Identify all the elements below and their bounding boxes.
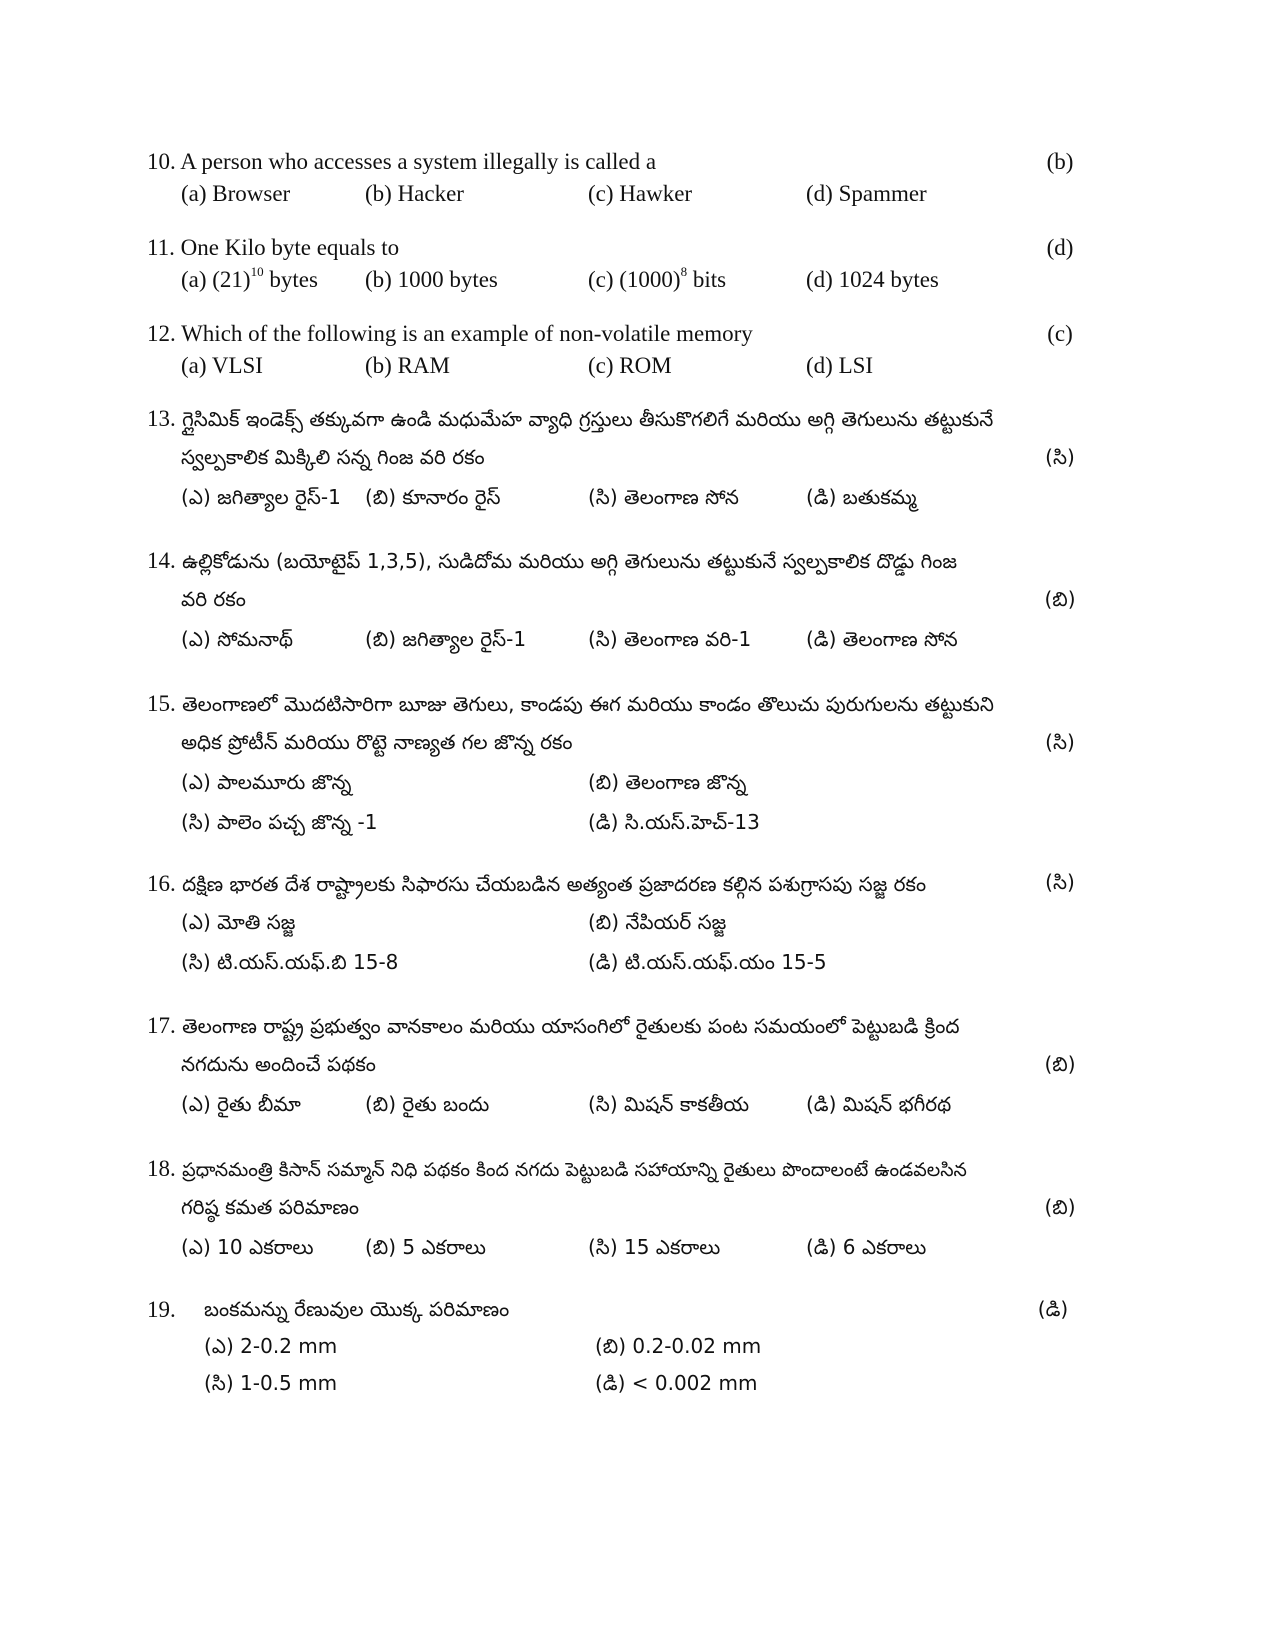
question-stem-line2: స్వల్పకాలిక మిక్కిలి సన్న గింజ వరి రకం [181,445,485,469]
question-number: 17. [147,1013,176,1038]
option-b: (బి) కూనారం రైస్ [365,485,501,509]
question-number: 12. [147,321,176,346]
option-c: (సి) టి.యస్.యఫ్.బి 15-8 [181,950,399,974]
question-number: 11. [147,235,175,260]
answer-key: (బి) [1044,1195,1076,1219]
question-stem-line1: తెలంగాణ రాష్ట్ర ప్రభుత్వం వానకాలం మరియు యాసంగిలో రైతులకు పంట సమయంలో పెట్టుబడి క్రింద [182,1014,960,1038]
question-number: 15. [147,691,176,716]
answer-key: (బి) [1044,1052,1076,1076]
option-c: (సి) పాలెం పచ్చ జొన్న -1 [181,810,378,834]
question-text [147,407,993,430]
option-c: (సి) మిషన్ కాకతీయ [588,1092,750,1116]
question-text [147,549,957,572]
option-d: (డి) < 0.002 mm [595,1371,758,1395]
question-text [147,236,399,259]
question-stem-line2: వరి రకం [181,587,246,611]
option-c: (c) Hawker [588,181,693,206]
option-b: (బి) 0.2-0.02 mm [595,1334,762,1358]
option-c: (సి) తెలంగాణ వరి-1 [588,627,752,651]
question-number: 16. [147,871,176,896]
option-a-base: (a) (21) [181,267,251,292]
option-d: (డి) తెలంగాణ సోన [806,627,958,651]
option-d: (డి) టి.యస్.యఫ్.యం 15-5 [588,950,827,974]
question-number: 18. [147,1156,176,1181]
option-d: (d) LSI [806,353,874,378]
question-text [147,872,926,895]
answer-key: (సి) [1045,730,1075,754]
option-b: (బి) తెలంగాణ జొన్న [588,770,747,794]
question-stem-line2: గరిష్ఠ కమత పరిమాణం [181,1195,359,1219]
question-stem-line1: ఉల్లికోడును (బయోటైప్ 1,3,5), సుడిదోమ మరియు అగ్గి తెగులును తట్టుకునే స్వల్పకాలిక దొడ్డు గింజ [182,549,957,573]
answer-key: (సి) [1045,445,1075,469]
question-stem: Which of the following is an example of non-volatile memory [181,321,753,346]
answer-key: (బి) [1044,587,1076,611]
question-text [147,322,753,345]
option-b: (బి) నేపియర్ సజ్జ [588,910,727,934]
option-a: (ఎ) రైతు బీమా [181,1092,301,1116]
option-d: (డి) బతుకమ్మ [806,485,917,509]
option-b: (b) Hacker [365,181,464,206]
option-a: (a) VLSI [181,353,263,378]
question-stem: A person who accesses a system illegally is called a [180,149,657,174]
question-stem: బంకమన్ను రేణువుల యొక్క పరిమాణం [204,1297,510,1321]
option-c: (సి) తెలంగాణ సోన [588,485,739,509]
question-number: 14. [147,548,176,573]
option-a-exponent: 10 [250,264,264,279]
option-a: (ఎ) మోతి సజ్జ [181,910,296,934]
question-stem-line1: ప్రధానమంత్రి కిసాన్ సమ్మాన్ నిధి పథకం కింద నగదు పెట్టుబడి సహాయాన్ని రైతులు పొందాలంటే ఉండవలసిన [182,1159,967,1181]
question-stem: One Kilo byte equals to [180,235,400,260]
option-b: (b) RAM [365,353,450,378]
answer-key: (b) [1046,149,1074,174]
option-a: (ఎ) 10 ఎకరాలు [181,1235,314,1259]
option-a-unit: bytes [263,267,318,292]
answer-key: (d) [1046,235,1074,260]
question-number: 19. [147,1297,176,1322]
answer-key: (డి) [1037,1297,1069,1321]
option-d: (d) 1024 bytes [806,267,939,292]
option-c: (సి) 15 ఎకరాలు [588,1235,721,1259]
question-text [147,150,656,173]
question-stem-line1: తెలంగాణలో మొదటిసారిగా బూజు తెగులు, కాండపు ఈగ మరియు కాండం తొలుచు పురుగులను తట్టుకుని [182,692,994,716]
option-b: (బి) రైతు బందు [365,1092,490,1116]
option-b: (బి) 5 ఎకరాలు [365,1235,486,1259]
option-a: (ఎ) 2-0.2 mm [204,1334,338,1358]
question-number: 13. [147,406,176,431]
question-text [147,692,994,715]
option-c [588,264,727,292]
option-c: (సి) 1-0.5 mm [204,1371,338,1395]
option-d: (డి) మిషన్ భగీరథ [806,1092,952,1116]
option-c: (c) ROM [588,353,672,378]
option-a [181,264,318,292]
question-text [147,1014,959,1037]
question-stem-line2: నగదును అందించే పథకం [181,1052,376,1076]
option-a: (ఎ) జగిత్యాల రైస్-1 [181,485,341,509]
option-a: (ఎ) పాలమూరు జొన్న [181,770,352,794]
question-stem-line1: గ్లైసిమిక్ ఇండెక్స్ తక్కువగా ఉండి మధుమేహ వ్యాధి గ్రస్తులు తీసుకొగలిగే మరియు అగ్గి తెగులును తట్టుకునే [182,407,994,431]
option-b: (బి) జగిత్యాల రైస్-1 [365,627,527,651]
option-d: (d) Spammer [806,181,927,206]
answer-key: (సి) [1045,870,1075,894]
question-stem-line2: అధిక ప్రోటీన్ మరియు రొట్టె నాణ్యత గల జొన్న రకం [181,730,573,754]
option-c-exponent: 8 [680,264,688,279]
question-stem: దక్షిణ భారత దేశ రాష్ట్రాలకు సిఫారసు చేయబడిన అత్యంత ప్రజాదరణ కల్గిన పశుగ్రాసపు సజ్జ రకం [182,872,927,896]
answer-key: (c) [1047,321,1073,346]
option-c-base: (c) (1000) [588,267,681,292]
option-a: (ఎ) సోమనాథ్ [181,627,293,651]
question-number: 10. [147,149,176,174]
option-a: (a) Browser [181,181,291,206]
option-c-unit: bits [687,267,727,292]
option-b: (b) 1000 bytes [365,267,498,292]
option-d: (డి) సి.యస్.హెచ్-13 [588,810,760,834]
option-d: (డి) 6 ఎకరాలు [806,1235,927,1259]
question-text [147,1157,967,1180]
